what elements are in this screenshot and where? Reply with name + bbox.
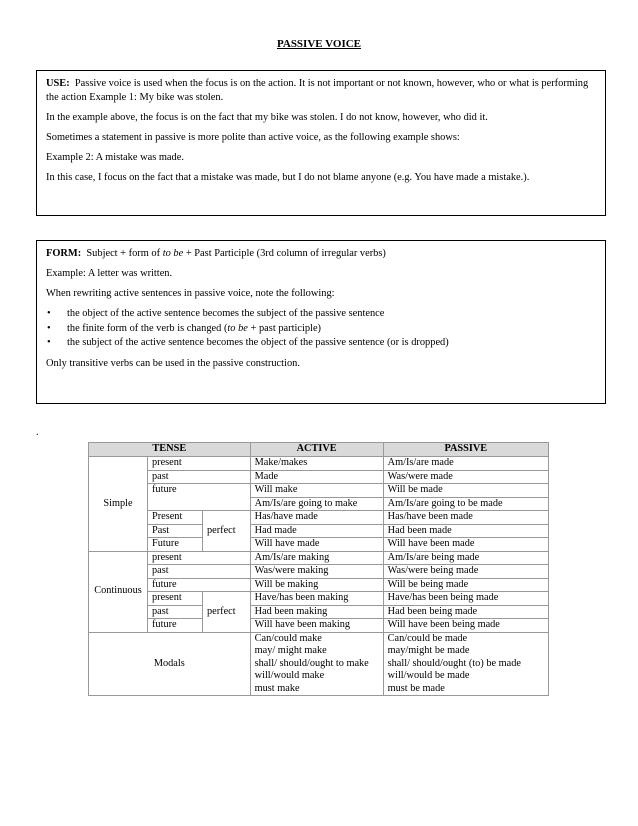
active-cell: Will have made bbox=[250, 538, 383, 552]
modals-passive-cell bbox=[383, 632, 548, 696]
tense-cell: past bbox=[148, 565, 251, 579]
use-text-1: Passive voice is used when the focus is on the action. It is not important or not known, however, who or what is performing the action Example 1: My bike was stolen. bbox=[46, 78, 589, 103]
modal-passive-line: must be made bbox=[387, 682, 445, 694]
tense-cell: future bbox=[148, 619, 203, 633]
active-cell: Had made bbox=[250, 524, 383, 538]
modal-active-line: will/would make bbox=[254, 670, 325, 681]
tense-cell: Past bbox=[148, 524, 203, 538]
tense-cell: present bbox=[148, 457, 251, 471]
form-bullet-3 bbox=[46, 336, 596, 351]
passive-cell: Was/were made bbox=[383, 470, 548, 484]
tense-cell: past bbox=[148, 605, 203, 619]
bullet-text: + past participle) bbox=[250, 322, 322, 334]
modal-active-line: must make bbox=[254, 682, 300, 694]
tense-cell: present bbox=[148, 592, 203, 606]
use-paragraph-4: Example 2: A mistake was made. bbox=[46, 152, 184, 163]
modal-passive-line: shall/ should/ought (to) be made bbox=[387, 657, 521, 669]
modal-passive-line: Can/could be made bbox=[387, 632, 468, 644]
bullet-text: the subject of the active sentence becomes the object of the passive sentence (or is dropped) bbox=[67, 337, 449, 348]
active-cell: Had been making bbox=[250, 605, 383, 619]
passive-cell: Am/Is/are made bbox=[383, 457, 548, 471]
bullet-icon: • bbox=[47, 337, 51, 348]
active-cell: Make/makes bbox=[250, 457, 383, 471]
bullet-icon: • bbox=[47, 322, 51, 334]
passive-cell: Had been made bbox=[383, 524, 548, 538]
passive-cell: Will have been made bbox=[383, 538, 548, 552]
bullet-text: the finite form of the verb is changed ( bbox=[67, 322, 228, 334]
use-paragraph-3: Sometimes a statement in passive is more polite than active voice, as the following example shows: bbox=[46, 132, 460, 143]
passive-cell: Will be made bbox=[383, 484, 548, 498]
form-formula bbox=[46, 247, 596, 261]
form-note: When rewriting active sentences in passive voice, note the following: bbox=[46, 288, 335, 299]
active-cell: Am/Is/are going to make bbox=[250, 497, 383, 511]
modal-active-line: Can/could make bbox=[254, 632, 322, 644]
table-row bbox=[89, 551, 549, 565]
active-cell: Has/have made bbox=[250, 511, 383, 525]
passive-cell: Am/Is/are being made bbox=[383, 551, 548, 565]
active-cell: Will be making bbox=[250, 578, 383, 592]
formula-post: + Past Participle (3rd column of irregular verbs) bbox=[185, 248, 386, 259]
bullet-text: the object of the active sentence becomes the subject of the passive sentence bbox=[67, 308, 385, 319]
perfect-label: perfect bbox=[203, 592, 251, 633]
use-label: USE: bbox=[46, 78, 70, 89]
use-paragraph-2: In the example above, the focus is on the fact that my bike was stolen. I do not know, however, who did it. bbox=[46, 112, 488, 123]
form-example: Example: A letter was written. bbox=[46, 268, 173, 279]
use-paragraph-5: In this case, I focus on the fact that a mistake was made, but I do not blame anyone (e.g. You have made a mistake.). bbox=[46, 172, 530, 183]
form-bullet-2 bbox=[46, 322, 596, 337]
table-row-modals bbox=[89, 632, 549, 696]
header-tense: TENSE bbox=[89, 443, 251, 457]
use-section bbox=[36, 70, 606, 216]
form-section bbox=[36, 240, 606, 404]
tense-cell: present bbox=[148, 551, 251, 565]
form-label: FORM: bbox=[46, 248, 82, 259]
tense-cell: future bbox=[148, 578, 251, 592]
passive-cell: Has/have been made bbox=[383, 511, 548, 525]
bullet-italic: to be bbox=[227, 322, 248, 334]
passive-cell: Was/were being made bbox=[383, 565, 548, 579]
table-row bbox=[89, 470, 549, 484]
header-active: ACTIVE bbox=[250, 443, 383, 457]
tense-cell: Future bbox=[148, 538, 203, 552]
passive-cell: Will have been being made bbox=[383, 619, 548, 633]
tense-cell: Present bbox=[148, 511, 203, 525]
group-continuous: Continuous bbox=[89, 551, 148, 632]
table-row bbox=[89, 457, 549, 471]
active-cell: Will have been making bbox=[250, 619, 383, 633]
modals-active-cell bbox=[250, 632, 383, 696]
header-passive: PASSIVE bbox=[383, 443, 548, 457]
use-paragraph-1 bbox=[46, 77, 596, 105]
modal-active-line: may/ might make bbox=[254, 645, 327, 656]
perfect-label: perfect bbox=[203, 511, 251, 552]
active-cell: Will make bbox=[250, 484, 383, 498]
bullet-icon: • bbox=[47, 308, 51, 319]
stray-dot: . bbox=[36, 427, 39, 438]
form-bullet-1 bbox=[46, 307, 596, 322]
table-row bbox=[89, 578, 549, 592]
table-row bbox=[89, 619, 549, 633]
table-row bbox=[89, 538, 549, 552]
form-bullet-list bbox=[46, 307, 596, 351]
active-cell: Am/Is/are making bbox=[250, 551, 383, 565]
table-row bbox=[89, 484, 549, 498]
form-closing: Only transitive verbs can be used in the passive construction. bbox=[46, 357, 300, 369]
group-simple: Simple bbox=[89, 457, 148, 552]
passive-cell: Am/Is/are going to be made bbox=[383, 497, 548, 511]
active-cell: Was/were making bbox=[250, 565, 383, 579]
modal-active-line: shall/ should/ought to make bbox=[254, 657, 369, 669]
group-modals: Modals bbox=[89, 632, 251, 696]
table-header-row bbox=[89, 443, 549, 457]
modal-passive-line: may/might be made bbox=[387, 645, 470, 656]
table-row bbox=[89, 511, 549, 525]
active-cell: Made bbox=[250, 470, 383, 484]
tense-cell: past bbox=[148, 470, 251, 484]
tense-table bbox=[88, 442, 549, 696]
formula-italic: to be bbox=[162, 248, 184, 259]
passive-cell: Will be being made bbox=[383, 578, 548, 592]
modal-passive-line: will/would be made bbox=[387, 670, 470, 681]
table-row bbox=[89, 605, 549, 619]
table-row bbox=[89, 592, 549, 606]
formula-pre: Subject + form of bbox=[86, 248, 161, 259]
page-title: PASSIVE VOICE bbox=[276, 38, 362, 50]
passive-cell: Have/has been being made bbox=[383, 592, 548, 606]
passive-cell: Had been being made bbox=[383, 605, 548, 619]
table-row bbox=[89, 524, 549, 538]
active-cell: Have/has been making bbox=[250, 592, 383, 606]
table-row bbox=[89, 565, 549, 579]
tense-cell: future bbox=[148, 484, 251, 511]
